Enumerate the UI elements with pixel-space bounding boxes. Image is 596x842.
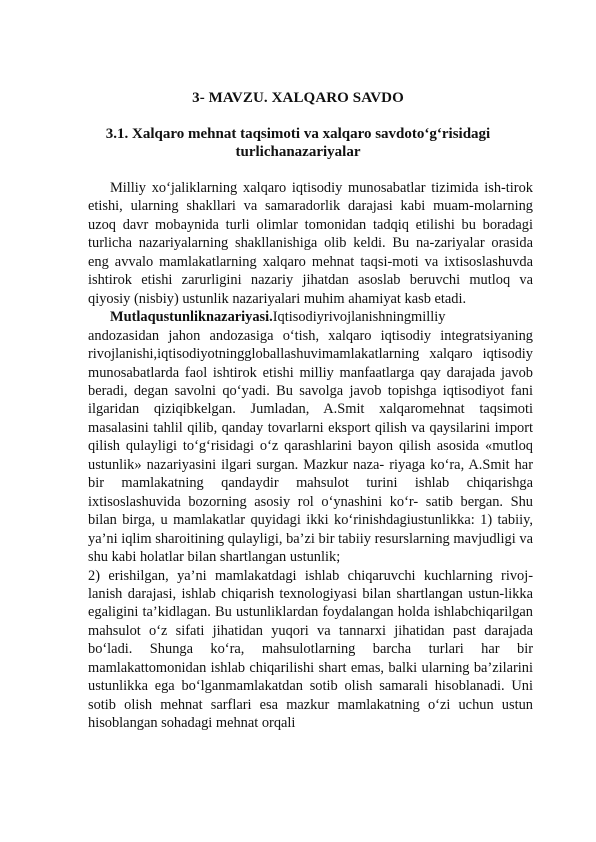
section-subtitle-line-2: turlichanazariyalar <box>235 144 361 160</box>
paragraph-1: Milliy xo‘jaliklarning xalqaro iqtisodiy munosabatlar tizimida ish-tirok etishi, ularning shakllari va samaradorlik darajasi kabi muam-molarning uzoq davr mobaynida turli olimlar tomonidan tadqiq etilishi bu boradagi turlicha nazariyalarning shakllanishiga olib keldi. Bu na-zariyalar orasida eng avvalo mamlakatlarning xalqaro mehnat taqsi-moti va ixtisoslashuvda ishtirok etishi zarurligini nazariy jihatdan asoslab beruvchi mutloq va qiyosiy (nisbiy) ustunlik nazariyalari muhim ahamiyat kasb etadi. <box>88 180 533 307</box>
section-subtitle-line-1: 3.1. Xalqaro mehnat taqsimoti va xalqaro savdoto‘g‘risidagi <box>105 126 491 142</box>
section-subtitle <box>60 125 536 161</box>
paragraph-2-heading: Mutlaqustunliknazariyasi. <box>110 309 273 326</box>
paragraph-2-first-line-text: Iqtisodiyrivojlanishningmilliy <box>272 309 446 326</box>
paragraph-2: andozasidan jahon andozasiga o‘tish, xalqaro iqtisodiy integratsiyaning rivojlanishi,iqtisodiyotninggloballashuvimamlakatlarning xalqaro iqtisodiy munosabatlarda faol ishtirok etishi milliy manfaatlarga qay darajada javob beradi, degan savolni qo‘yadi. Bu savolga javob topishga iqtisodiyot fani ilgaridan qiziqibkelgan. Jumladan, A.Smit xalqaromehnat taqsimoti masalasini tahlil qilib, qanday tovarlarni eksport qilish va qaysilarini import qilish qulayligi to‘g‘risidagi o‘z qarashlarini bayon qilish asosida «mutloq ustunlik» nazariyasini ilgari surgan. Mazkur naza- riyaga ko‘ra, A.Smit har bir mamlakatning qandaydir mahsulot turini ishlab chiqarishga ixtisoslashuvida bozorning asosiy rol o‘ynashini ko‘r- satib bergan. Shu bilan birga, u mamlakatlar quyidagi ikki ko‘rinishdagiustunlikka: 1) tabiiy, ya’ni iqlim sharoitining qulayligi, ba’zi bir tabiiy resurslarning mavjudligi va shu kabi holatlar bilan shartlangan ustunlik; <box>88 327 533 566</box>
body-text <box>88 179 533 733</box>
paragraph-3: 2) erishilgan, ya’ni mamlakatdagi ishlab chiqaruvchi kuchlarning rivoj-lanish darajasi, ishlab chiqarish texnologiyasi bilan shartlangan ustun-likka egaligini ta’kidlagan. Bu ustunliklardan foydalangan holda ishlabchiqarilgan mahsulot o‘z sifati jihatidan yuqori va tannarxi jihatidan past darajada bo‘ladi. Shunga ko‘ra, mahsulotlarning barcha turlari har bir mamlakattomonidan ishlab chiqarilishi shart emas, balki ularning ba’zilarini ustunlikka ega bo‘lganmamlakatdan sotib olish samarali hisoblanadi. Uni sotib olish mehnat sarflari esa mazkur mamlakatning o‘zi uchun ustun hisoblangan sohadagi mehnat orqali <box>88 567 533 732</box>
paragraph-2-first-line <box>88 308 533 326</box>
chapter-title: 3- MAVZU. XALQARO SAVDO <box>192 90 404 106</box>
